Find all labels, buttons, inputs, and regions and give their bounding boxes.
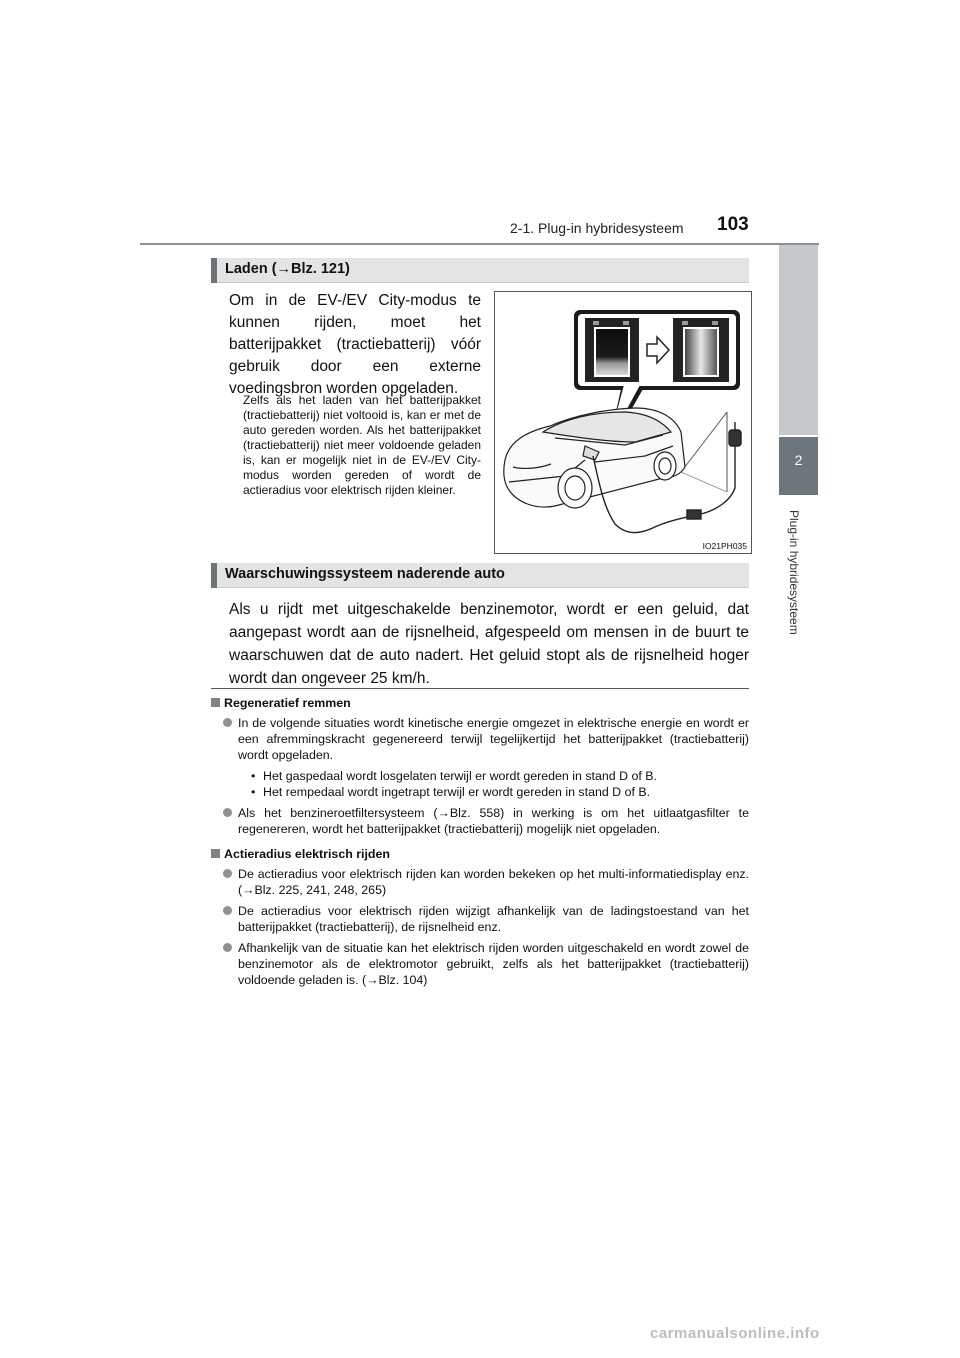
list-item — [211, 805, 749, 837]
side-tab-background — [779, 245, 818, 435]
sub-list-item — [211, 768, 749, 784]
charging-illustration — [494, 291, 752, 554]
sub-list-item — [211, 784, 749, 800]
chapter-number: 2 — [794, 452, 803, 468]
warning-text: Als u rijdt met uitgeschakelde benzinemotor, wordt er een geluid, dat aangepast wordt aan de rijsnelheid, afgespeeld om mensen in de buurt te waarschuwen dat de auto nadert. Het geluid stopt als de rijsnelheid hoger wordt dan ongeveer 25 km/h. — [229, 601, 749, 687]
dot-bullet-icon: • — [251, 785, 256, 799]
regen-item1-text: In de volgende situaties wordt kinetische energie omgezet in elektrische energie en wordt er een afremmingskracht gegenereerd terwijl tegelijkertijd het batterijpakket (tractiebatterij) wordt opgeladen. — [238, 716, 749, 762]
dot-bullet-icon: • — [251, 769, 256, 783]
list-item — [211, 903, 749, 935]
regen-sublist — [211, 768, 749, 800]
regen-sub2-text: Het rempedaal wordt ingetrapt terwijl er wordt gereden in stand D of B. — [263, 785, 651, 799]
heading-marker — [211, 563, 217, 588]
square-bullet-icon — [211, 698, 220, 707]
notes-section — [211, 695, 749, 993]
header-divider — [140, 243, 819, 245]
square-bullet-icon — [211, 849, 220, 858]
circle-bullet-icon — [223, 718, 232, 727]
car-outline — [504, 408, 685, 508]
range-heading — [211, 846, 749, 862]
range-item1-text: De actieradius voor elektrisch rijden kan worden bekeken op het multi-informatiedisplay enz. (→Blz. 225, 241, 248, 265) — [238, 867, 749, 897]
circle-bullet-icon — [223, 906, 232, 915]
charging-lead-text: Om in de EV-/EV City-modus te kunnen rijden, moet het batterijpakket (tractiebatterij) vóór gebruik door een externe voedingsbron worden opgeladen. — [229, 292, 481, 397]
section-divider — [211, 688, 749, 689]
regen-heading-text: Regeneratief remmen — [224, 696, 351, 710]
warning-heading — [211, 563, 749, 588]
range-item3-text: Afhankelijk van de situatie kan het elektrisch rijden worden uitgeschakeld en wordt zowel de benzinemotor als de elektromotor gebruikt, zelfs als het batterijpakket (tractiebatterij) voldoende geladen is. (→Blz. 104) — [238, 941, 749, 987]
regen-heading — [211, 695, 749, 711]
circle-bullet-icon — [223, 808, 232, 817]
figure-code: IO21PH035 — [702, 541, 747, 551]
chapter-label: Plug-in hybridesysteem — [787, 510, 801, 635]
circle-bullet-icon — [223, 869, 232, 878]
list-item — [211, 715, 749, 763]
charging-heading-text: Laden (→Blz. 121) — [225, 261, 350, 277]
charging-note-text: Zelfs als het laden van het batterijpakket (tractiebatterij) niet voltooid is, kan er met de auto gereden worden. Als het batterijpakket (tractiebatterij) niet meer voldoende geladen is, kan er mogelijk niet in de EV-/EV City-modus worden gereden of wordt de actieradius voor elektrisch rijden kleiner. — [243, 393, 481, 497]
list-item — [211, 866, 749, 898]
range-heading-text: Actieradius elektrisch rijden — [224, 847, 390, 861]
car-charging-drawing — [495, 292, 751, 553]
heading-marker — [211, 258, 217, 283]
regen-sub1-text: Het gaspedaal wordt losgelaten terwijl er wordt gereden in stand D of B. — [263, 769, 657, 783]
watermark: carmanualsonline.info — [650, 1325, 820, 1342]
list-item — [211, 940, 749, 988]
warning-heading-text: Waarschuwingssysteem naderende auto — [225, 566, 505, 582]
charging-heading — [211, 258, 749, 283]
regen-item2-text: Als het benzineroetfiltersysteem (→Blz. 558) in werking is om het uitlaatgasfilter te regenereren, wordt het batterijpakket (tractiebatterij) mogelijk niet opgeladen. — [238, 806, 749, 836]
range-item2-text: De actieradius voor elektrisch rijden wijzigt afhankelijk van de ladingstoestand van het batterijpakket (tractiebatterij), de rijsnelheid enz. — [238, 904, 749, 934]
page-number: 103 — [717, 214, 749, 235]
circle-bullet-icon — [223, 943, 232, 952]
section-title: 2-1. Plug-in hybridesysteem — [510, 220, 684, 236]
